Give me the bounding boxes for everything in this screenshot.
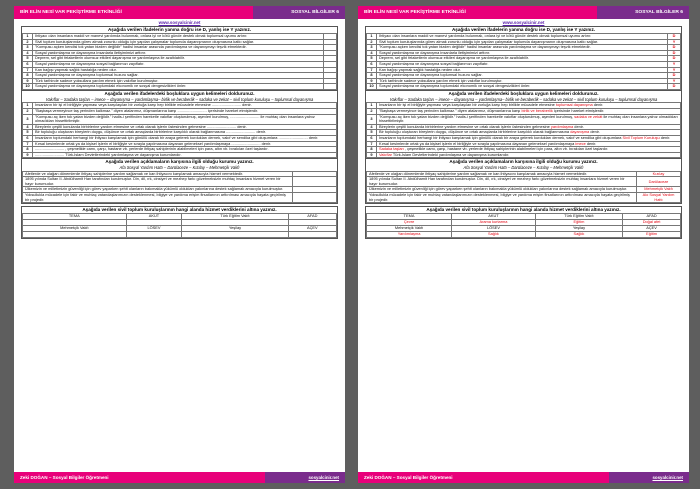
row-number: 8: [23, 73, 33, 79]
site-link[interactable]: www.sosyalcinir.net: [158, 20, 201, 25]
sentence-end: ile muhtaç olan insanlara yalnız olmadıkları hissettirilmiştir.: [379, 113, 678, 124]
blank-answer[interactable]: sadaka ve zekât: [574, 113, 603, 119]
blank-answer[interactable]: toplumsal dayanışma: [555, 102, 593, 108]
section-title: Aşağıda verilen açıklamaların karşısına ilgili olduğu kurumu yazınız.: [449, 159, 598, 165]
organization-name: AKUT: [452, 214, 536, 220]
blank-line[interactable]: ...........................: [177, 107, 207, 113]
row-number: 8: [367, 73, 377, 79]
row-number: 3: [367, 45, 377, 51]
footer-link[interactable]: sosyalcinir.net: [265, 472, 345, 483]
field-answer[interactable]: Çevre: [367, 220, 452, 226]
description-text: Yoksullukla mücadele için fakir ve muhtaç vatandaşlarımızın desteklenmesi, bilgiye ve yardıma erişim firsatlarının arttırılması amacıyla hayata geçirilmiş bir projedir.: [23, 193, 293, 203]
organization-name: LÖSEV: [452, 226, 536, 232]
sentence-start: Kırsal kesimlerde ortak ya da kişisel işlerin el birliğiyle ve sırayla yapılmasına dayanan geleneksel yardımlaşmaya: [379, 140, 576, 146]
sentence-end: denir.: [589, 129, 600, 135]
statement-text: Sivil toplum kuruluşlarında görev almak zorunlu olduğu için yapılan çalışmalar toplumda dayanışmanın oluşmasına katkı sağlar.: [33, 39, 324, 45]
section-title: Aşağıda verilen ifadelerdeki boşluklara uygun kelimeleri doldurunuz.: [104, 90, 255, 96]
answer-cell[interactable]: D: [668, 34, 681, 40]
fill-blank-row: [367, 114, 681, 124]
institution-answer[interactable]: Kızılay: [637, 171, 681, 177]
organization-name: TEMA: [23, 214, 127, 220]
organization-name: AFAD: [288, 214, 336, 220]
statement-text: Deprem, sel gibi felaketlerin olumsuz etkileri dayanışma ve yardımlaşma ile azaltılabilir.: [377, 56, 668, 62]
field-answer[interactable]: Sağlık: [452, 232, 536, 238]
organization-name: Türk Eğitim Vakfı: [535, 214, 622, 220]
true-false-section: [365, 26, 682, 91]
subject-label: SOSYAL BİLGİLER 6: [597, 6, 689, 19]
institution-answer[interactable]: Alo Sosyal Yardım Hattı: [637, 193, 681, 203]
row-number: 9: [23, 78, 33, 84]
answer-cell[interactable]: D: [668, 84, 681, 90]
row-number: 5: [367, 130, 377, 136]
footer-link[interactable]: sosyalcinir.net: [609, 472, 689, 483]
row-number: 8: [23, 147, 33, 153]
blank-line[interactable]: ...........................: [206, 123, 237, 129]
statement-text: Sivil toplum kuruluşlarında görev almak zorunlu olduğu için yapılan çalışmalar toplumda dayanışmanın oluşmasına katkı sağlar.: [377, 39, 668, 45]
field-answer[interactable]: Sağlık: [535, 232, 622, 238]
row-number: 6: [23, 61, 33, 67]
row-number: 5: [367, 56, 377, 62]
answer-cell[interactable]: D: [668, 45, 681, 51]
statement-row: [23, 84, 337, 90]
blank-answer[interactable]: imece: [575, 140, 586, 146]
fill-blank-text: [33, 114, 337, 124]
row-number: 2: [367, 108, 377, 114]
page-title: BİR ELİN NESİ VAR PEKİŞTİRME ETKİNLİĞİ: [14, 6, 253, 19]
description-text: Ülkemizin ve milletimizin güvenliği için görev yaparken şehit olanların bakımakla yükümlü oldukları yakınlarına destek sağlamak amacıyla kurulmuştur.: [367, 187, 637, 193]
word-bank: Vakıflar – Sadaka taşları – imece – dayanışma – yardımlaşma– birlik ve beraberlik – sadaka ve zekat – sivil toplum kuruluşu – toplumsal dayanışma: [389, 96, 658, 102]
organization-name: AÇEV: [288, 226, 336, 232]
section-title: Aşağıda verilen sivil toplum kuruluşlarının hangi alanda hizmet verdiklerini altına yazınız.: [426, 207, 621, 213]
sentence-start: Bir topluluğu oluşturan bireylerin duygu, düşünce ve ortak amaçlarda birbirlerine karşılıklı olarak bağlanmasına: [35, 129, 227, 135]
row-number: 3: [367, 114, 377, 124]
answer-row: [367, 232, 681, 238]
sentence-end: içerisinde hareket etmişlerdir.: [206, 107, 259, 113]
answer-cell[interactable]: Y: [668, 61, 681, 67]
ngo-section: [365, 206, 682, 239]
field-answer[interactable]: Doğal afet: [623, 220, 681, 226]
sentence-end: Türk-İslam Devletlerindeki yardımlaşma ve dayanışma kurumlarıdır.: [391, 151, 510, 157]
statement-text: İhtiyacı olan insanlara maddi ve manevi yardımda bulunmak, onlara iyi ve kötü günde destek olmak toplumsal uyumu artırır.: [33, 34, 324, 40]
institution-answer[interactable]: Darülaceze: [637, 177, 681, 187]
fill-blank-table: [366, 102, 681, 158]
sentence-end: denir.: [573, 123, 584, 129]
sentence-end: denir.: [241, 102, 252, 108]
row-number: 3: [23, 114, 33, 124]
institution-row: [23, 177, 337, 187]
ngo-section: [21, 206, 338, 239]
organization-name: AFAD: [623, 214, 681, 220]
institution-table: [366, 171, 681, 204]
description-text: Ülkemizin ve milletimizin güvenliği için görev yaparken şehit olanların bakımakla yükümlü oldukları yakınlarına destek sağlamak amacıyla kurulmuştur.: [23, 187, 293, 193]
row-number: 10: [23, 84, 33, 90]
sentence-start: İnsanların bir işi el birliğiyle yapması veya karşılaşılan bir zorluğa karşı hep birlikte mücadele etmesine: [379, 102, 556, 108]
statement-text: Sosyal yardımlaşma ve dayanışma insanlarla iletişimimizi arttırır.: [33, 50, 324, 56]
row-number: 1: [367, 103, 377, 109]
row-number: 6: [367, 61, 377, 67]
row-number: 7: [367, 141, 377, 147]
true-false-table: [22, 33, 337, 90]
blank-answer[interactable]: birlik ve beraberlik: [521, 107, 553, 113]
sentence-start: "Komşusu aç iken tok yatan bizden değildir." hadis-i şerifinden hareketle vakıflar oluşturulmuş, aşevleri kurulmuş,: [379, 113, 575, 119]
author: Zeki DOĞAN – Sosyal Bilgiler Öğretmeni: [14, 472, 265, 483]
row-number: 9: [367, 78, 377, 84]
row-number: 7: [23, 141, 33, 147]
statement-text: Kan bağışı yapmak sağlık hastalığa neden olur.: [33, 67, 324, 73]
organization-name: Yeşilay: [182, 226, 288, 232]
row-number: 5: [23, 130, 33, 136]
section-title: Aşağıda verilen ifadelerin yanına doğru ise D, yanlış ise Y yazınız.: [451, 27, 596, 32]
sentence-end: denir.: [255, 129, 266, 135]
sentence-end: içerisinde hareket etmişlerdir.: [552, 107, 605, 113]
row-number: 4: [367, 50, 377, 56]
field-answer[interactable]: [288, 232, 336, 238]
row-number: 9: [367, 152, 377, 158]
statement-text: Sosyal yardımlaşma ve dayanışma toplumdaki ekonomik ve sosyal dengesizlikleri önler.: [377, 84, 668, 90]
fill-blank-section: [365, 91, 682, 159]
institution-answer[interactable]: Mehmetçik Vakfı: [637, 187, 681, 193]
row-number: 4: [367, 124, 377, 130]
field-answer[interactable]: [182, 232, 288, 238]
statement-text: "Komşusu açken kendisi tok yatan bizden değildir" hadisi insanlar arasında yardımlaşma ve dayanışmayı teşvik etmektedir.: [377, 45, 668, 51]
row-number: 10: [367, 84, 377, 90]
answer-cell[interactable]: D: [668, 50, 681, 56]
sentence-end: denir.: [592, 102, 604, 108]
sentence-start: İnsanların bir işi el birliğiyle yapması veya karşılaşılan bir zorluğa karşı hep birlikte mücadele etmesine: [35, 102, 212, 108]
answer-row: [23, 232, 337, 238]
institution-row: [367, 193, 681, 203]
field-answer[interactable]: [23, 232, 127, 238]
organization-name: Mehmetçik Vakfı: [367, 226, 452, 232]
page-title: BİR ELİN NESİ VAR PEKİŞTİRME ETKİNLİĞİ: [358, 6, 597, 19]
statement-text: İhtiyacı olan insanlara maddi ve manevi yardımda bulunmak, onlara iyi ve kötü günde destek olmak toplumsal uyumu artırır.: [377, 34, 668, 40]
sentence-end: , çeşmelikle camı, çarşı, hastane vb. yerlerde ihtiyaç sahiplerinin alabilmeleri için para, altın vb. bırakılan özel taşlardır.: [403, 146, 609, 152]
blank-line[interactable]: ...........................: [226, 129, 256, 135]
field-answer[interactable]: Eğitim: [623, 232, 681, 238]
sentence-start: Kırsal kesimlerde ortak ya da kişisel işlerin el birliğiyle ve sırayla yapılmasına dayanan geleneksel yardımlaşmaya: [35, 140, 232, 146]
sentence-start: "Başbaşa vermeyince taş yerinden kalkmaz." diyen atalarımız, düşmanlarına karşı: [379, 107, 522, 113]
section-title: Aşağıda verilen ifadelerin yanına doğru ise D, yanlış ise Y yazınız.: [107, 27, 252, 32]
blank-line[interactable]: ...........................: [230, 113, 260, 119]
description-text: Yoksullukla mücadele için fakir ve muhtaç vatandaşlarımızın desteklenmesi, bilgiye ve yardıma erişim firsatlarının arttırılması amacıyla hayata geçirilmiş bir projedir.: [367, 193, 637, 203]
row-number: 1: [23, 34, 33, 40]
sentence-end: denir.: [236, 123, 247, 129]
statement-text: Kan bağışı yapmak sağlık hastalığa neden olur.: [377, 67, 668, 73]
fill-blank-text: [33, 152, 337, 158]
blank-answer[interactable]: Sadaka taşları: [379, 146, 404, 152]
sentence-end: Türk-İslam Devletlerindeki yardımlaşma ve dayanışma kurumlarıdır.: [64, 151, 182, 157]
answer-cell[interactable]: Y: [668, 67, 681, 73]
organization-name: Yeşilay: [535, 226, 622, 232]
blank-answer[interactable]: dayanışma: [570, 129, 590, 135]
statement-text: Sosyal yardımlaşma ve dayanışma insanlarla iletişimimizi arttırır.: [377, 50, 668, 56]
sentence-start: Bir topluluğu oluşturan bireylerin duygu, düşünce ve ortak amaçlarda birbirlerine karşılıklı olarak bağlanmasına: [379, 129, 571, 135]
row-number: 4: [23, 50, 33, 56]
answer-cell[interactable]: [324, 84, 337, 90]
sentence-end: denir.: [659, 134, 671, 140]
institution-answer[interactable]: [293, 193, 337, 203]
word-bank: Afa Sosyal Yardım Hattı – Darülaceze – Kızılay – Mehmetçik Vakfı: [463, 165, 584, 171]
author: Zeki DOĞAN – Sosyal Bilgiler Öğretmeni: [358, 472, 609, 483]
row-number: 1: [23, 103, 33, 109]
description-text: 1895 yılında Sultan II. Abdülhamit Han tarafından kurulmuştur. Din, dil, ırk, cinsiyet ve mezhep farkı gözetmeksizin muhtaç insanlara hizmet veren bir hayır kurumudur.: [23, 177, 293, 187]
institution-section: [21, 159, 338, 204]
true-false-section: [21, 26, 338, 91]
statement-text: Sosyal yardımlaşma ve dayanışma sosyal bağlarımızı zayıflatır.: [33, 61, 324, 67]
worksheet-blank: [14, 6, 345, 483]
row-number: 2: [23, 108, 33, 114]
blank-line[interactable]: ...........................: [231, 140, 261, 146]
page-header: [14, 6, 345, 19]
blank-answer[interactable]: Sivil Toplum Kuruluşu: [622, 134, 660, 140]
fill-blank-row: [23, 152, 337, 158]
row-number: 7: [23, 67, 33, 73]
sentence-start: "Başbaşa vermeyince taş yerinden kalkmaz." diyen atalarımız, düşmanlarına karşı: [35, 107, 178, 113]
statement-text: Sosyal yardımlaşma ve dayanışma sosyal bağlarımızı zayıflatır.: [377, 61, 668, 67]
section-title: Aşağıda verilen ifadelerdeki boşluklara uygun kelimeleri doldurunuz.: [448, 90, 599, 96]
sentence-end: denir.: [585, 140, 597, 146]
fill-blank-table: [22, 102, 337, 158]
blank-answer[interactable]: Vakıflar: [379, 151, 392, 157]
blank-line[interactable]: ...........................: [211, 102, 242, 108]
sentence-end: , çeşmelikle camı, çarşı, hastane vb. yerlerde ihtiyaç sahiplerinin alabilmeleri için para, altın vb. bırakılan özel taşlardır.: [64, 146, 269, 152]
organization-name: TEMA: [367, 214, 452, 220]
fill-blank-row: [367, 152, 681, 158]
row-number: 5: [23, 56, 33, 62]
organization-name: AÇEV: [623, 226, 681, 232]
sentence-start: "Komşusu aç iken tok yatan bizden değildir." hadis-i şerifinden hareketle vakıflar oluşturulmuş, aşevleri kurulmuş,: [35, 113, 231, 119]
fill-blank-section: [21, 91, 338, 159]
row-number: 3: [23, 45, 33, 51]
answer-cell[interactable]: Y: [668, 78, 681, 84]
ngo-table: [366, 213, 681, 238]
answer-cell[interactable]: D: [668, 73, 681, 79]
institution-row: [23, 193, 337, 203]
statement-text: Sosyal yardımlaşma ve dayanışma toplumsal huzuru sağlar.: [377, 73, 668, 79]
word-bank: Afa Sosyal Yardım Hattı – Darülaceze – Kızılay – Mehmetçik Vakfı: [119, 165, 240, 171]
institution-answer[interactable]: [293, 177, 337, 187]
row-number: 4: [23, 124, 33, 130]
sentence-end: denir.: [307, 134, 319, 140]
page-header: [358, 6, 689, 19]
row-number: 8: [367, 147, 377, 153]
answer-cell[interactable]: Y: [668, 39, 681, 45]
row-number: 2: [367, 39, 377, 45]
true-false-table: [366, 33, 681, 90]
row-number: 7: [367, 67, 377, 73]
row-number: 9: [23, 152, 33, 158]
statement-text: Türk tarihinde sadece yoksullara yardım etmek için vakıflar kurulmuştur.: [377, 78, 668, 84]
sentence-start: Bireylerin çeşitli konularda birbirlerine yardım etmesine ve ortak olarak işlerin üstesinden gelmesine: [35, 123, 207, 129]
worksheet-answer-key: [358, 6, 689, 483]
blank-line[interactable]: ...........................: [35, 146, 65, 152]
field-answer[interactable]: [126, 232, 182, 238]
institution-table: [22, 171, 337, 204]
sentence-start: Bireylerin çeşitli konularda birbirlerine yardım etmesine ve ortak olarak işlerin üstesinden gelmesine: [379, 123, 551, 129]
row-number: 2: [23, 39, 33, 45]
institution-section: [365, 159, 682, 204]
field-answer[interactable]: Eğitim: [535, 220, 622, 226]
description-text: Afetlerde ve olağan dönemlerde ihtiyaç sahiplerine yardım sağlamak ve kan ihtiyacını karşılamak amacıyla hizmet vermektedir.: [367, 171, 637, 177]
section-title: Aşağıda verilen açıklamaların karşısına ilgili olduğu kurumu yazınız.: [105, 159, 254, 165]
field-answer[interactable]: Yardımlaşma: [367, 232, 452, 238]
statement-text: Türk tarihinde sadece yoksullara yardım etmek için vakıflar kurulmuştur.: [33, 78, 324, 84]
institution-row: [367, 177, 681, 187]
statement-text: Deprem, sel gibi felaketlerin olumsuz etkileri dayanışma ve yardımlaşma ile azaltılabilir.: [33, 56, 324, 62]
row-number: 6: [367, 135, 377, 141]
sentence-end: denir.: [260, 140, 272, 146]
organization-name: AKUT: [126, 214, 182, 220]
fill-blank-row: [23, 114, 337, 124]
description-text: Afetlerde ve olağan dönemlerde ihtiyaç sahiplerine yardım sağlamak ve kan ihtiyacını karşılamak amacıyla hizmet vermektedir.: [23, 171, 293, 177]
statement-text: Sosyal yardımlaşma ve dayanışma toplumsal huzuru sağlar.: [33, 73, 324, 79]
answer-cell[interactable]: D: [668, 56, 681, 62]
word-bank: Vakıflar – Sadaka taşları – imece – dayanışma – yardımlaşma– birlik ve beraberlik – sadaka ve zekat – sivil toplum kuruluşu – toplumsal dayanışma: [45, 96, 314, 102]
sentence-start: İnsanların toplumdaki herhangi bir ihtiyacı karşılamak için gönüllü olarak bir araya gelerek kurdukları dernek, vakıf ve sendika gibi oluşumlara: [379, 134, 623, 140]
site-link[interactable]: www.sosyalcinir.net: [502, 20, 545, 25]
subject-label: SOSYAL BİLGİLER 6: [253, 6, 345, 19]
sentence-end: ile muhtaç olan insanlara yalnız olmadıkları hissettirilmiştir.: [35, 113, 315, 124]
statement-text: Sosyal yardımlaşma ve dayanışma toplumdaki ekonomik ve sosyal dengesizlikleri önler.: [33, 84, 324, 90]
description-text: 1895 yılında Sultan II. Abdülhamit Han tarafından kurulmuştur. Din, dil, ırk, cinsiyet ve mezhep farkı gözetmeksizin muhtaç insanlara hizmet veren bir hayır kurumudur.: [367, 177, 637, 187]
blank-line[interactable]: ...........................: [35, 151, 65, 157]
page-footer: [14, 472, 345, 483]
fill-blank-text: [377, 114, 681, 124]
statement-text: "Komşusu açken kendisi tok yatan bizden değildir" hadisi insanlar arasında yardımlaşma ve dayanışmayı teşvik etmektedir.: [33, 45, 324, 51]
fill-blank-text: [377, 152, 681, 158]
statement-row: [367, 84, 681, 90]
page-footer: [358, 472, 689, 483]
field-answer[interactable]: Arama kurtarma: [452, 220, 536, 226]
sentence-start: İnsanların toplumdaki herhangi bir ihtiyacı karşılamak için gönüllü olarak bir araya gelerek kurdukları dernek, vakıf ve sendika gibi oluşumlara: [35, 134, 279, 140]
row-number: 6: [23, 135, 33, 141]
section-title: Aşağıda verilen sivil toplum kuruluşlarının hangi alanda hizmet verdiklerini altına yazınız.: [82, 207, 277, 213]
organization-name: LÖSEV: [126, 226, 182, 232]
ngo-table: [22, 213, 337, 238]
blank-line[interactable]: ...........................: [278, 134, 308, 140]
organization-name: Türk Eğitim Vakfı: [182, 214, 288, 220]
organization-name: Mehmetçik Vakfı: [23, 226, 127, 232]
blank-answer[interactable]: yardımlaşma: [550, 123, 574, 129]
row-number: 1: [367, 34, 377, 40]
